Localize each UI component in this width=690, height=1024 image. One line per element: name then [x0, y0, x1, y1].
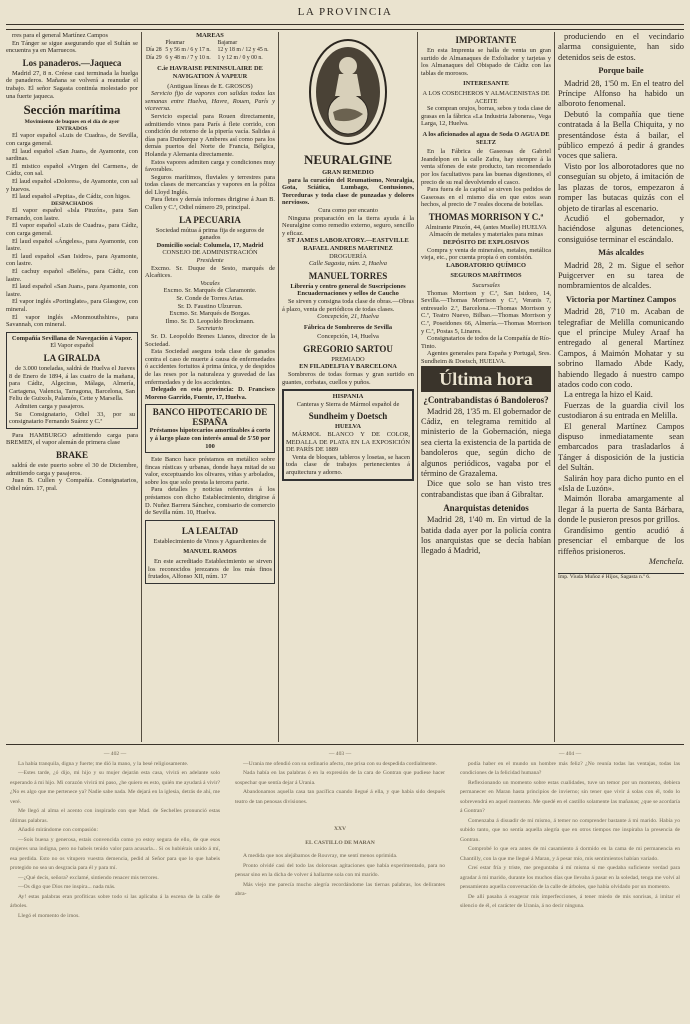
havraise-text: Seguros marítimos, fluviales y terrestres para todas clases de mercancías y vapores en la póliza del Lloyd Inglés.: [145, 173, 275, 196]
banco-ad: [145, 404, 275, 453]
pecuaria-dom: Domicilio social: Columela, 17, Madrid: [156, 241, 264, 249]
giralda-title: LA GIRALDA: [43, 352, 101, 363]
panaderos-text: Madrid 27, 8 n. Créese casi terminada la huelga de panaderos. Mañana se volverá a reanudar el trabajo. El señor Sagasta continúa molestado por una fuerte jaqueca.: [6, 69, 138, 100]
hispania: HISPANIA: [332, 393, 364, 401]
lealtad-name: MANUEL RAMOS: [183, 548, 237, 556]
column-3: [282, 32, 414, 742]
lealtad-sub: Establecimiento de Vinos y Aguardientes de: [153, 537, 267, 545]
feuilleton-text: podía haber en el mundo un hombre más feliz? ¿No reunía todas las ventajas, todas las condiciones de la felicidad humana?: [460, 760, 680, 776]
sucursales-text: Thomas Morrison y C.ª, San Isidoro, 14, Sevilla.—Thomas Morrison y C.ª, Veranis 7, entresuelo 2.ª, Barcelona.—Thomas Morrison y C.ª, Teatro Nuevo, Bilbao.—Thomas Morrison y C.ª, Poseidones 66, Almería.—Thomas Morrison y C.ª, Postas 5, Linares.: [421, 289, 551, 335]
signature: Menchela.: [648, 556, 684, 566]
bremen-text: Para HAMBURGO admitiendo carga para BREMEN, el vapor alemán de primera clase: [6, 431, 138, 447]
table-cell: 12 y 18 m / 12 y 45 n.: [217, 47, 269, 54]
explosivos-text: Compra y venta de minerales, metales, metálica vieja, etc., por cuenta propia ó en comisión.: [421, 246, 551, 262]
feuilleton-text: Me llegó al alma el acento con inspirado con que Mad. de Sechelles pronunció estas últimas palabras.: [10, 808, 220, 824]
feuilleton-text: Más viejo me parecía mucho alegría recordándome las tiernas palabras, los delirantes abra-: [235, 881, 445, 897]
baile-text: Visto por los alborotadores que no conseguían su objeto, á imitación de las plazas de toros, empezaron á romper las butacas quizás con el objeto de tirarlas al escenario.: [558, 161, 684, 213]
column-divider: [141, 32, 142, 742]
pecuaria-sec: Secretario: [196, 325, 224, 333]
table-cell: Día 28: [146, 47, 162, 54]
page-number: — 402 —: [103, 751, 127, 757]
baile-text: Madrid 28, 1'50 m. En el teatro del Príncipe Alfonso ha habido un alboroto fenomenal.: [558, 78, 684, 109]
contrabandistas-text: Dice que solo se han visto tres contrabandistas que iban á Gibraltar.: [421, 479, 551, 499]
contrabandistas-title: ¿Contrabandistas ó Bandoleros?: [423, 394, 549, 405]
list-item: El laud español «San Juan», de Ayamonte, con sardinas.: [6, 147, 138, 163]
list-item: Excmo. Sr. Marqués de Borgas.: [169, 310, 251, 318]
pecuaria-vocales: Vocales: [200, 279, 220, 287]
table-row: [145, 47, 275, 55]
movimiento-title: Movimiento de buques en el día de ayer: [24, 119, 120, 126]
feuilleton-text: La había tranquila, digna y fuerte; me dió la mano, y la besé religiosamente.: [18, 760, 189, 767]
sundheim-loc: HUELVA: [335, 423, 361, 431]
table-row: [145, 40, 275, 48]
brake-text: saldrá de este puerto sobre el 30 de Diciembre, admitiendo carga y pasajeros.: [6, 461, 138, 477]
pecuaria-pres-name: Excmo. Sr. Duque de Sesto, marqués de Alcañices.: [145, 264, 275, 280]
feuilleton-page-3: [460, 750, 680, 1020]
mareas-title: MAREAS: [196, 32, 224, 39]
sartou-name: GREGORIO SARTOU: [303, 343, 393, 354]
explosivos: DEPÓSITO DE EXPLOSIVOS: [442, 239, 530, 247]
feuilleton-page-2: [235, 750, 445, 1020]
banco-text: Para detalles y noticias referentes á los préstamos con dicho Establecimiento, dirigirse á D. Nuñez Barrera Sánchez, comisario de comercio de Sevilla núm. 10, Huelva.: [145, 486, 275, 517]
morrison-addr: Almirante Pinzón, 44, (antes Muelle) HUELVA: [425, 223, 547, 231]
list-item: Sr. Conde de Torres Arias.: [176, 295, 244, 302]
banco-text: Este Banco hace préstamos en metálico sobre fincas rústicas y urbanas, donde haya mitad de su valor, exceptuando los olivares, viñas y arbolados, sobre los que solo presta la tercera parte.: [145, 456, 275, 486]
feuilleton-text: Ay! estas palabras eran profíticas sobre todo si las aplicaba á la escena de la calle de árboles.: [10, 893, 220, 909]
havraise-sub: (Antiguas líneas de E. GROSOS): [167, 82, 253, 90]
masthead: LA PROVINCIA: [297, 6, 393, 18]
interesante-sub: A LOS COSECHEROS Y ALMACENISTAS DE ACEITE: [422, 89, 550, 105]
baile-text: Debutó la compañía que tiene contratada á la Bella Chiquita, y no presentándose ésta á bailar, el público empezó á pedir á grandes voces que saliera.: [558, 109, 684, 161]
page-number: — 403 —: [328, 751, 352, 757]
neuralgine-title: NEURALGINE: [303, 152, 393, 167]
table-cell: Día 29: [146, 54, 162, 61]
pinos-title: Consignatarios de todos de la Compañía de Río-Tinto.: [421, 335, 551, 350]
morrison-title: THOMAS MORRISON Y C.ª: [428, 211, 544, 222]
giralda-text: de 3.000 toneladas, saldrá de Huelva el Jueves 8 de Enero de 1894, á las cuatro de la mañana, para Cádiz, Algeciras, Málaga, Almería, Cartagena, Valencia, Tarragona, Barcelona, San Feliu de Guixols, Palamós, Cette y Marsella.: [9, 364, 135, 403]
feuilleton-text: Abandonamos aquella casa tan pacífica cuando llegué á ella, y que había sido después teatro de tan penosas divisiones.: [235, 789, 445, 805]
world-illustration: [282, 32, 414, 150]
compania-title: Compañía Sevillana de Navegación á Vapor.: [11, 334, 133, 342]
feuilleton-text: Reflexionando un momento sobre estas cualidades, tuve un temor por un momento, debiera permanecer en Maran hasta principios de invierno; sin tener que vivir á solas con él, todo lo sobrevendrá en aquel momento. Me quedé en el castillo solamente las mañanas; ¿que se acordaría á Gontran?: [460, 779, 680, 814]
column-5: [558, 32, 684, 742]
neuralgine-agent: RAFAEL ANDRES MARTINEZ: [303, 244, 393, 252]
panaderos-title: Los panaderos.—Jaqueca: [22, 57, 122, 68]
table-cell: Bajamar: [217, 39, 238, 46]
list-item: El vapor español «Luis de Cuadra», para Cádiz, con carga general.: [6, 222, 138, 238]
lealtad-title: LA LEALTAD: [181, 525, 239, 536]
giralda-text: Su Consignatario, Odiel 33, por su consignatario Fernando Suárez y C.ª: [9, 410, 135, 426]
pecuaria-rep: Delegado en esta provincia: D. Francisco Moreno Garrido, Fuente, 17, Huelva.: [145, 386, 275, 401]
column-divider: [417, 32, 418, 742]
intro-line: rres para el general Martínez Campos: [12, 32, 108, 39]
victoria-text: Fuerzas de la guardia civil los custodiaron á su entrada en Melilla.: [558, 400, 684, 421]
column-1: [6, 32, 138, 742]
feuilleton-page-1: [10, 750, 220, 1020]
column-2: [145, 32, 275, 742]
victoria-text: Madrid 28, 7'10 m. Acaban de telegrafiar de Melilla comunicando que el príncipe Muley Araaf ha entregado al general Martínez Campos, á Maimón Mohatar y su sobrino llamado Abde Kady, habiendo llegado á nuestro campo atados codo con codo.: [558, 307, 684, 389]
importante-text: En esta Imprenta se halla de venta un gran surtido de Almanaques de Exfoliador y tarjetas y los Almanaques del Obispado de Cádiz con las tablas de morosos.: [421, 47, 551, 77]
section-rule: [6, 744, 684, 745]
list-item: Ilmo. Sr. D. Leopoldo Brockmann.: [165, 317, 255, 325]
column-divider: [554, 32, 555, 742]
feuilleton-text: Comprobé lo que era antes de mi casamiento á dormido en la cama de mi permanencia en Chantilly, con la que me llegué á Maran, y á pesar mío, mis sentimientos habían variado.: [460, 846, 680, 862]
compania-ad: [6, 332, 138, 429]
victoria-text: Salirán hoy para dicho punto en el «Isla de Luzón».: [558, 473, 684, 494]
brake-title: BRAKE: [55, 449, 88, 460]
table-cell: [145, 40, 164, 48]
list-item: El cachuy español «Belén», para Cádiz, con lastre.: [6, 268, 138, 283]
despachados-heading: DESPACHADOS: [51, 200, 93, 207]
victoria-text: La entrega la hizo el Kaid.: [564, 390, 653, 400]
feuilleton-text: —Sois buena y generosa, estais convencida como yo estoy segura de ello, de que esos mujeres una indigna, pero no habeis tenido valor para acusarla... Si os hubiérais unido á mí, esa perdida. Esto no os vitupero vuestra demencia, pedid al Señor para que lo que habeis protegido no sea un desgracia para él y para mí.: [10, 836, 220, 871]
victoria-title: Victoria por Martínez Campos: [565, 294, 676, 304]
table-cell: Pleamar: [165, 39, 185, 46]
pecuaria-title: LA PECUARIA: [179, 214, 241, 225]
lealtad-text: En este acreditado Establecimiento se sirven los reconocidos jerezanos de los más finos frutados, Alfonso XII, núm. 17: [148, 558, 272, 581]
neuralgine-agent2: DROGUERÍA: [329, 252, 367, 260]
feuilleton-text: —Urania me ofendió con su ordinario afecto, me prisa con su despedida cordialmente.: [243, 760, 437, 767]
soda-text: En la Fábrica de Gaseosas de Gabriel Jeandelpon en la calle Zafra, hay siempre á la venta sifones de este producto, tan recomendado por los facultativos para las buenas digestiones, el precio de su real devolviendo el casco.: [421, 148, 551, 186]
banco-title: BANCO HIPOTECARIO DE ESPAÑA: [152, 407, 268, 428]
torres-text: Se sirven y consigna toda clase de obras.—Obras á plazo, venta de periódicos de todas clases.: [282, 297, 414, 313]
torres-addr: Concepción, 21, Huelva: [317, 313, 379, 321]
giralda-text: Admiten carga y pasajeros.: [15, 402, 85, 410]
sartou-loc: EN FILADELFIA Y BARCELONA: [299, 363, 397, 371]
entrados-heading: ENTRADOS: [56, 125, 88, 132]
brake-sign: Juan B. Cullen y Compañía. Consignatarios, Odiel núm. 17, pral.: [6, 477, 138, 492]
neuralgine-sub: GRAN REMEDIO: [322, 169, 374, 176]
neuralgine-text3: Ninguna preparación en la tierra ayuda á la Neuralgine como remedio externo, seguro, sencillo y eficaz.: [282, 214, 414, 237]
lab-quimico: LABORATORIO QUÍMICO: [446, 261, 526, 269]
feuilleton-text: A medida que nos alejábamos de Rouvray, me sentí menos oprimida.: [243, 853, 398, 859]
pinos-text: Agentes generales para España y Portugal, Sres. Sundheim & Doetsch, HUELVA.: [421, 350, 551, 365]
feuilleton-text: Creí estar fría y triste, me preguntaba á mí misma si me quedaba suficiente verdad para agradar á mi marido, durante los muchos días que llevaba á pasar en la soledad, tenga me volví al pensamiento aquella conversación de la calle de árboles, que había olvidado por un momento.: [460, 865, 680, 890]
list-item: Excmo. Sr. Marqués de Claramonte.: [163, 287, 257, 295]
page-number: — 404 —: [558, 751, 582, 757]
morrison-text: Almacén de metales y materiales para minas: [429, 231, 543, 239]
sartou-sub: Concepción, 14, Huelva: [317, 333, 379, 341]
seguros-title: SEGUROS MARÍTIMOS: [450, 272, 522, 280]
pecuaria-text: Esta Sociedad asegura toda clase de ganados contra el caso de muerte á causa de enfermedades ó accidentes fortuitos á prima única, y de despidos de las reses por la naturaleza y gravedad de las enfermedades y de los accidentes.: [145, 348, 275, 386]
intro-line: En Tánger se sigue asegurando que el Sultán se encuentra ya en Marruecos.: [6, 39, 138, 55]
imprenta: Imp. Viuda Muñoz é Hijos, Sagasta n.º 6.: [558, 573, 684, 581]
havraise-text: Estos vapores admiten carga y condiciones muy favorables.: [145, 158, 275, 174]
feuilleton-text: —Estes tarde, ¿ó dijo, mi hijo y su mujer dejarán esta casa, vivirá en adelante solo esperando á mi hijo. Mi corazón vivirá mi paso, ¿he quiero es esto, quién me ayudará á vivir? ¿No es algo que me pertenece ya? Nadie sabe nada. Me dejará en la iglesia, detrás de ahí, me veré.: [10, 770, 220, 805]
victoria-text: Maimón lloraba amargamente al llegar á la puerta de Santa Bárbara, donde le pusieron presos por grillos.: [558, 494, 684, 525]
sartou-title: Fábrica de Sombreros de Sevilla: [303, 323, 393, 331]
column-divider: [278, 32, 279, 742]
list-item: El laud español «Dolores», de Ayamonte, con sal y huevos.: [6, 177, 138, 193]
importante-title: IMPORTANTE: [455, 35, 517, 45]
torres-title: MANUEL TORRES: [308, 270, 388, 281]
interesante-text: Se compran orujos, borras, sebos y toda clase de grasas en la fábrica «La Industria Jabonera», Vega Larga, 12, Huelva.: [421, 105, 551, 128]
sundheim-ad: [282, 389, 414, 480]
chapter-title: EL CASTILLO DE MARAN: [305, 839, 375, 846]
sartou-text: Sombreros de todas formas y gran surtido en guantes, corbatas, cuellos y puños.: [282, 371, 414, 386]
sundheim-text2: Venta de bloques, tableros y losetas, se hacen toda clase de trabajos pertenecientes á arquitectura y adorno.: [286, 453, 410, 476]
compania-sub: El Vapor español: [50, 342, 94, 350]
globe-figure-icon: [303, 34, 393, 148]
list-item: Sr. D. Faustino Ulzurrun.: [177, 302, 243, 310]
alcaldes-title: Más alcaldes: [598, 248, 644, 258]
pecuaria-sub: Sociedad mútua á prima fija de seguros de ganados: [155, 226, 265, 242]
pecuaria-consejo: CONSEJO DE ADMINISTRACIÓN: [162, 249, 258, 257]
list-item: El vapor inglés «Portinglate», para Glasgow, con mineral.: [6, 298, 138, 313]
feuilleton-text: —Os digo que Dios me inspira... nada más.: [18, 884, 116, 890]
sundheim-name: Sundheim y Doetsch: [308, 411, 388, 422]
table-cell: 1 y 12 m / 0 y 00 n.: [217, 54, 263, 61]
top-rule: [6, 24, 684, 25]
list-item: El laud español «San Juan», para Ayamonte, con lastre.: [6, 283, 138, 298]
lealtad-ad: [145, 520, 275, 584]
victoria-text: El general Martínez Campos dispuso inmediatamente sean embarcados para trasladarlos á Tánger á disposición de la justicia del Sultán.: [558, 421, 684, 473]
sartou-premiado: PREMIADO: [331, 355, 365, 363]
list-item: El vapor inglés «Monmouthshire», para Savannah, con mineral.: [6, 313, 138, 329]
baile-text: Acudió el gobernador, y haciéndose algunas detenciones, consiguióse terminar el escándalo.: [558, 213, 684, 244]
feuilleton-text: Llegó el momento de irnos.: [18, 912, 80, 919]
neuralgine-addr: Calle Sagasta, núm. 2, Huelva: [309, 260, 387, 268]
feuilleton-text: Nada había en las palabras ó en la expresión de la cara de Gontran que pudiese hacer sospechar que sentía dejar á Urania.: [235, 770, 445, 786]
neuralgine-text2: Cura como por encanto: [318, 206, 378, 214]
havraise-text: Servicio fijo de vapores con salidas todas las semanas entre Huelva, Havre, Rouen, París y viceversa.: [145, 90, 275, 113]
pecuaria-sec-name: Sr. D. Leopoldo Brenes Lianos, director de la Sociedad.: [145, 332, 275, 348]
feuilleton-text: —¿Qué decís, señora? exclamé, sintiendo renacer mis terrores.: [18, 874, 159, 881]
neuralgine-text: para la curación del Reumatismo, Neuralgia, Gota, Sciática, Lumbago, Contusiones, Torceduras y toda clase de punzadas y dolores nerviosos.: [282, 176, 414, 207]
soda-text: Para fuera de la capital se sirven los pedidos de Gaseosas en el mismo día en que estos sean hechos, al precio de 7 reales docena de botellas.: [421, 186, 551, 209]
sundheim-text: MÁRMOL BLANCO Y DE COLOR, MEDALLA DE PLATA EN LA EXPOSICIÓN DE PARÍS DE 1889: [286, 431, 410, 454]
havraise-text: Para fletes y demás informes dirigirse á Juan B. Cullen y C.ª, Odiel número 29, principal.: [145, 196, 275, 212]
interesante-title: INTERESANTE: [463, 80, 509, 88]
feuilleton-text: De allí pasaba á exagerar mis imperfecciones, á tener miedo de mis sonrisas, á imitar el silencio de él, el carácter de Urania, á no decir ninguna.: [460, 893, 680, 909]
table-cell: 6 y 48 m / 7 y 10 n.: [165, 54, 211, 61]
victoria-text: Grandísimo gentío acudió á presenciar el embarque de los riffeños prisioneros.: [558, 525, 684, 556]
sucursales: Sucursales: [472, 282, 500, 290]
alcaldes-text: Madrid 28, 2 m. Sigue el señor Puigcerver en su tarea de nombramientos de alcaldes.: [558, 260, 684, 291]
list-item: El laud español «Ángeles», para Ayamonte, con lastre.: [6, 237, 138, 253]
torres-sub: Librería y centro general de Suscripciones: [290, 282, 406, 290]
chapter-number: XXV: [333, 826, 347, 832]
list-item: El vapor español «Luis de Cuadra», de Sevilla, con carga general.: [6, 132, 138, 147]
baile-title: Porque baile: [598, 66, 644, 76]
feuilleton-text: Comenzaba á disuadir de mí mismo, á temer no comprender bastante á mi marido. Había yo subido tanto, que no sentía aquella alegría que en otros tiempos me inspiraba la presencia de Gontran.: [460, 817, 680, 843]
torres-sub2: Encuadernaciones y sellos de Caucho: [297, 290, 399, 298]
sundheim-sub: Canteras y Sierra de Mármol español de: [296, 400, 400, 408]
table-cell: 5 y 56 m / 6 y 17 n.: [165, 47, 211, 54]
list-item: El vapor español «Isla Pinzón», para San Fernando, con lastre.: [6, 207, 138, 222]
list-item: El laud español «San Isidro», para Ayamonte, con lastre.: [6, 252, 138, 268]
feuilleton-text: Pronto olvidé casi del todo las dolorosas agitaciones que había experimentado, para no pensar sino en la dicha de volver á hallarme sola con mi marido.: [235, 862, 445, 878]
contrabandistas-text: Madrid 28, 1'35 m. El gobernador de Cádiz, en telegrama remitido al ministerio de la Gobernación, niega sea cierta la existencia de la partida de bandoleros que, según dicho de algunos periódicos, vagaba por el término de Grazalema.: [421, 406, 551, 478]
list-item: El laud español «Pepita», de Cádiz, con higos.: [12, 193, 131, 201]
seccion-maritima-title: Sección marítima: [23, 102, 121, 118]
mareas-table: [145, 40, 275, 63]
neuralgine-lab: ST JAMES LABORATORY.—EASTVILLE: [287, 237, 409, 245]
list-item: El mistico español «Virgen del Carmen», de Cádiz, con sal.: [6, 162, 138, 178]
table-row: [145, 55, 275, 63]
havraise-text: Servicio especial para Rouen directamente, admitiendo vinos para París á flete corrido, con condición de retorno de la pipería vacía. Salidas á días para Dunkerque y Amberes así como para los demás puertos del Norte de Francia, Bélgica, Holanda y Alemania directamente.: [145, 112, 275, 158]
top-rule-2: [6, 29, 684, 30]
feuilleton-text: Añadió mirándome con compasión:: [18, 827, 99, 833]
banco-sub: Préstamos hipotecarios amortizables á corto y á largo plazo con interés anual de 5'50 por 100: [149, 427, 271, 450]
ultima-hora-title: Última hora: [421, 366, 551, 392]
pecuaria-pres: Presidente: [196, 257, 224, 265]
havraise-title: C.ie HAVRAISE PENINSULAIRE DE NAVIGATION Á VAPEUR: [157, 65, 263, 80]
intro-text: produciendo en el vecindario alarma consiguiente, han sido detenidos seis de estos.: [558, 32, 684, 62]
anarquistas-title: Anarquistas detenidos: [443, 503, 529, 514]
soda-title: A los aficionados al agua de Soda O AGUA DE SELTZ: [422, 130, 550, 146]
anarquistas-text: Madrid 28, 1'40 m. En virtud de la batida dada ayer por la policía contra los anarquistas que se decía habían llegado á Madrid,: [421, 515, 551, 556]
column-4: [421, 32, 551, 742]
